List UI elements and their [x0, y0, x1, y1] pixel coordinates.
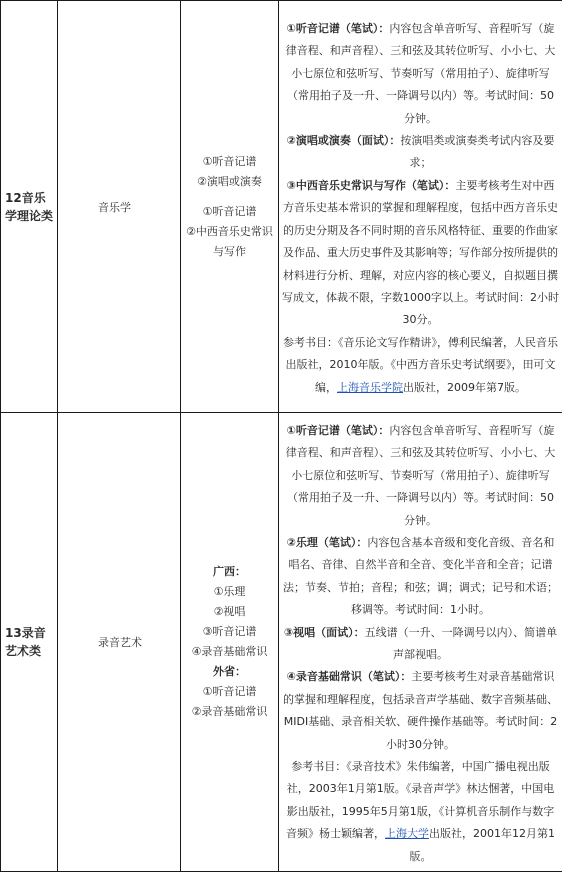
major-label: 音乐学: [98, 201, 131, 214]
content-cell: [279, 413, 562, 872]
reference-books: 参考书目：《音乐论文写作精讲》，傅利民编著，人民音乐出版社，2010年版。《中西方音乐史考试纲要》，田可文编，上海音乐学院出版社，2009年第7版。: [282, 332, 559, 399]
major-cell: [58, 1, 181, 413]
subject-item: ①乐理: [181, 582, 278, 602]
publisher-link[interactable]: 上海音乐学院: [337, 381, 403, 394]
content-paragraph: ③中西音乐史常识与写作（笔试）：主要考核考生对中西方音乐史基本常识的掌握和理解程度，包括中西方音乐史的历史分期及各不同时期的音乐风格特征、重要的作曲家及作品、重大历史事件及其影响等；写作部分按所提供的材料进行分析、理解，对应内容的核心要义，自拟题目撰写成文，体裁不限，字数1000字以上。考试时间：2小时30分。: [282, 175, 559, 332]
subjects-cell: [181, 413, 279, 872]
region-label: 广西：: [181, 562, 278, 582]
content-paragraph: ①听音记谱（笔试）：内容包含单音听写、音程听写（旋律音程、和声音程）、三和弦及其转位听写、小小七、大小七原位和弦听写、节奏听写（常用拍子）、旋律听写（常用拍子及一升、一降调号以内）等。考试时间：50分钟。: [282, 18, 559, 130]
content-paragraph: ②乐理（笔试）：内容包含基本音级和变化音级、音名和唱名、音律、自然半音和全音、变化半音和全音；记谱法；节奏、节拍；音程；和弦；调；调式；记号和术语；移调等。考试时间：1小时。: [282, 532, 559, 622]
content-paragraph: ③视唱（面试）：五线谱（一升、一降调号以内）、简谱单声部视唱。: [282, 622, 559, 667]
content-paragraph: ④录音基础常识（笔试）：主要考核考生对录音基础常识的掌握和理解程度，包括录音声学基础、数字音频基础、MIDI基础、录音相关软、硬件操作基础等。考试时间：2小时30分钟。: [282, 666, 559, 756]
category-cell: [1, 413, 58, 872]
major-cell: [58, 413, 181, 872]
subject-item: ④录音基础常识: [181, 642, 278, 662]
reference-books: 参考书目：《录音技术》朱伟编著，中国广播电视出版社，2003年1月第1版。《录音声学》林达悃著，中国电影出版社，1995年5月第1版，《计算机音乐制作与数字音频》杨士颖编著，上海大学出版社，2001年12月第1版。: [282, 756, 559, 868]
major-label: 录音艺术: [98, 636, 142, 649]
subject-item: ②视唱: [181, 602, 278, 622]
content-paragraph: ①听音记谱（笔试）：内容包含单音听写、音程听写（旋律音程、和声音程）、三和弦及其转位听写、小小七、大小七原位和弦听写、节奏听写（常用拍子）、旋律听写（常用拍子及一升、一降调号以内）等。考试时间：50分钟。: [282, 420, 559, 532]
table-row: [1, 413, 562, 872]
subject-item: ①听音记谱: [181, 202, 278, 222]
subject-item: ①听音记谱: [181, 152, 278, 172]
subjects-cell: [181, 1, 279, 413]
table-row: [1, 1, 562, 413]
category-cell: [1, 1, 58, 413]
content-paragraph: ②演唱或演奏（面试）：按演唱类或演奏类考试内容及要求；: [282, 130, 559, 175]
subject-item: ②中西音乐史常识与写作: [181, 222, 278, 262]
region-label: 外省：: [181, 662, 278, 682]
subject-item: ③听音记谱: [181, 622, 278, 642]
subject-item: ②录音基础常识: [181, 702, 278, 722]
subject-item: ②演唱或演奏: [181, 172, 278, 192]
content-cell: [279, 1, 562, 413]
category-label: 13录音艺术类: [5, 626, 46, 658]
subject-item: ①听音记谱: [181, 682, 278, 702]
publisher-link[interactable]: 上海大学: [385, 827, 429, 840]
category-label: 12音乐学理论类: [5, 191, 53, 223]
